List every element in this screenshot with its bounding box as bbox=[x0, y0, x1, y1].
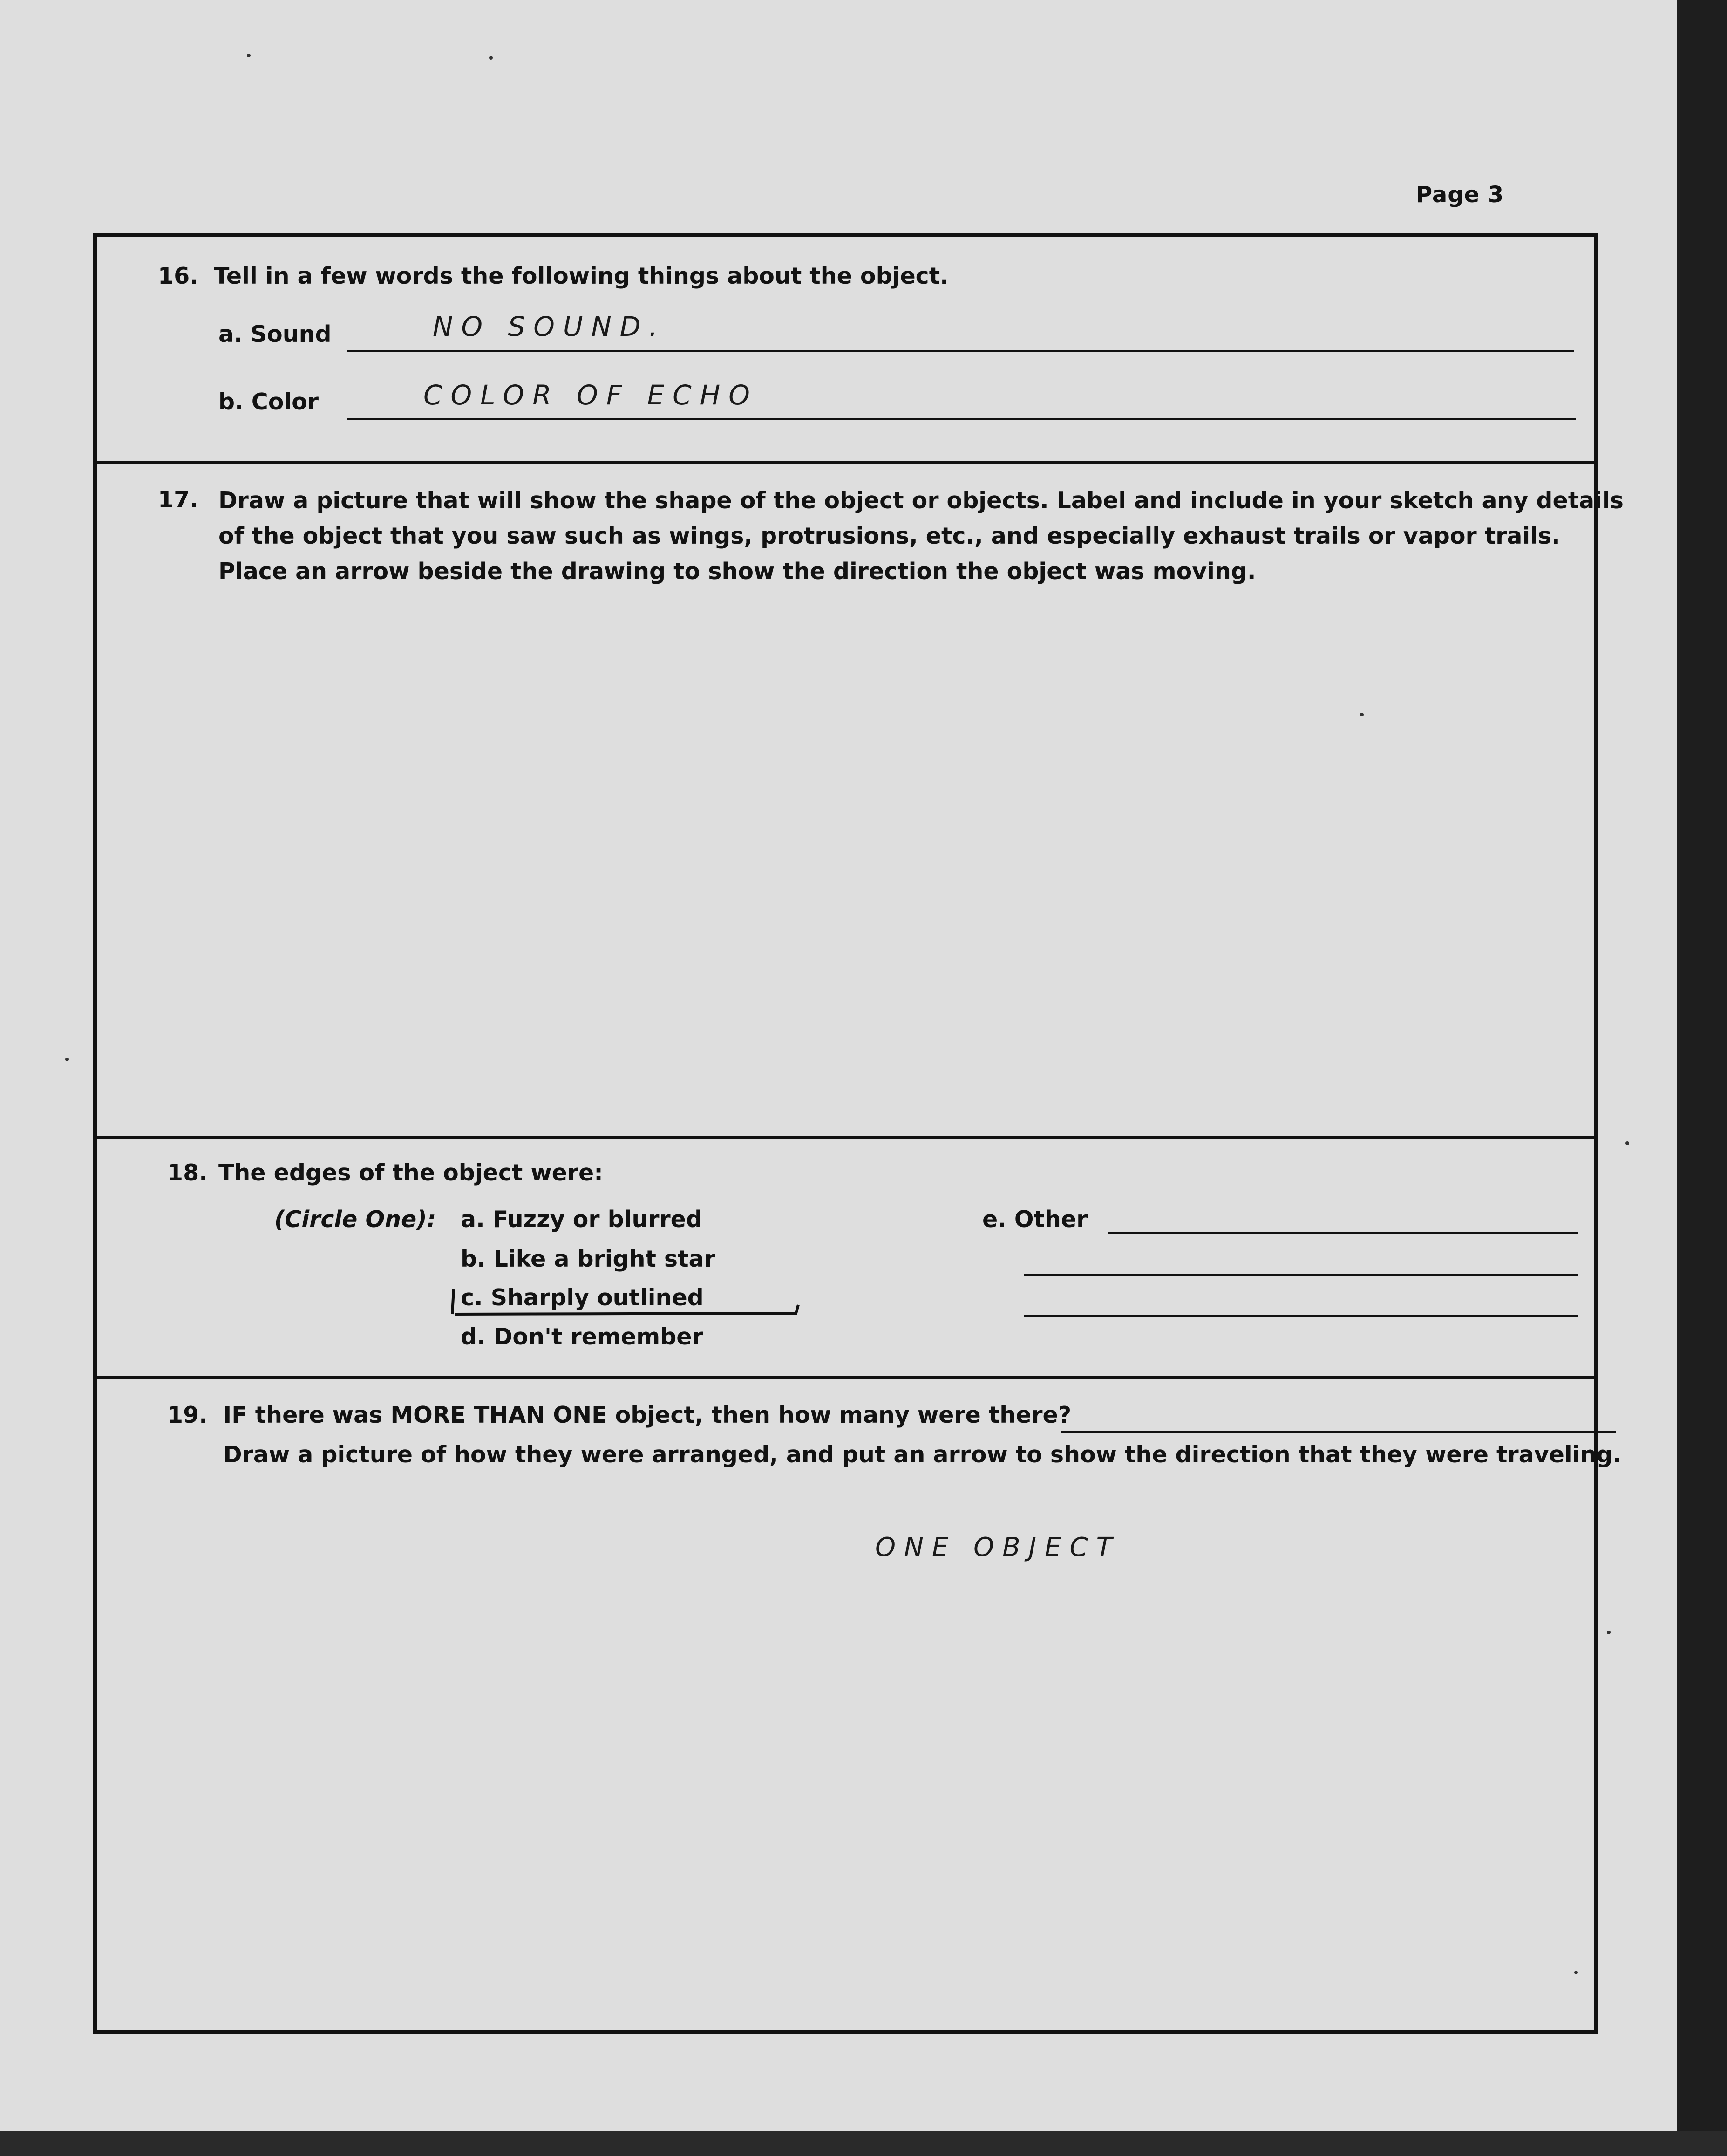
q18-text: The edges of the object were: bbox=[218, 1160, 603, 1186]
divider-17-18 bbox=[97, 1136, 1594, 1139]
scan-speck bbox=[1360, 713, 1364, 716]
q16-color-label: b. Color bbox=[218, 389, 319, 415]
divider-18-19 bbox=[97, 1376, 1594, 1379]
arrangement-answer: ONE OBJECT bbox=[875, 1532, 1121, 1562]
color-answer: COLOR OF ECHO bbox=[423, 379, 758, 411]
q18-number: 18. bbox=[167, 1160, 208, 1186]
form-frame bbox=[93, 233, 1624, 2034]
other-line-3 bbox=[1024, 1315, 1578, 1317]
page-number: Page 3 bbox=[1416, 182, 1504, 208]
q18-option-d: d. Don't remember bbox=[461, 1324, 703, 1350]
scan-speck bbox=[65, 1058, 69, 1061]
q16-sound-label: a. Sound bbox=[218, 321, 332, 348]
q18-instruction: (Circle One): bbox=[274, 1206, 436, 1233]
selection-mark bbox=[442, 1281, 815, 1323]
scan-edge-right bbox=[1677, 0, 1727, 2156]
scan-speck bbox=[1574, 1971, 1578, 1974]
sound-answer-line bbox=[347, 350, 1574, 352]
scan-edge-bottom bbox=[0, 2131, 1727, 2156]
q17-line-2: of the object that you saw such as wings, protrusions, etc., and especially exhaust trails or vapor trails. bbox=[218, 523, 1560, 549]
q18-option-c: c. Sharply outlined bbox=[461, 1284, 704, 1311]
q16-text: Tell in a few words the following things about the object. bbox=[214, 263, 949, 289]
scan-speck bbox=[1625, 1141, 1629, 1145]
q19-number: 19. bbox=[167, 1402, 208, 1428]
q18-option-b: b. Like a bright star bbox=[461, 1246, 715, 1272]
q17-number: 17. bbox=[158, 486, 198, 513]
scan-speck bbox=[489, 56, 493, 60]
sound-answer: NO SOUND. bbox=[433, 311, 666, 342]
divider-16-17 bbox=[97, 461, 1594, 464]
count-answer-line bbox=[1061, 1431, 1616, 1433]
q19-text: IF there was MORE THAN ONE object, then how many were there? bbox=[223, 1402, 1072, 1428]
q18-other-label: e. Other bbox=[982, 1206, 1088, 1233]
q18-option-a: a. Fuzzy or blurred bbox=[461, 1206, 702, 1233]
q16-number: 16. bbox=[158, 263, 198, 289]
q17-line-3: Place an arrow beside the drawing to show the direction the object was moving. bbox=[218, 558, 1256, 585]
other-line-1 bbox=[1108, 1232, 1578, 1234]
scan-speck bbox=[1607, 1631, 1611, 1634]
scan-speck bbox=[247, 54, 251, 57]
q17-line-1: Draw a picture that will show the shape of the object or objects. Label and include in your sketch any details bbox=[218, 487, 1624, 514]
q19-text-2: Draw a picture of how they were arranged, and put an arrow to show the direction that they were traveling. bbox=[223, 1441, 1622, 1468]
color-answer-line bbox=[347, 418, 1576, 420]
other-line-2 bbox=[1024, 1274, 1578, 1276]
